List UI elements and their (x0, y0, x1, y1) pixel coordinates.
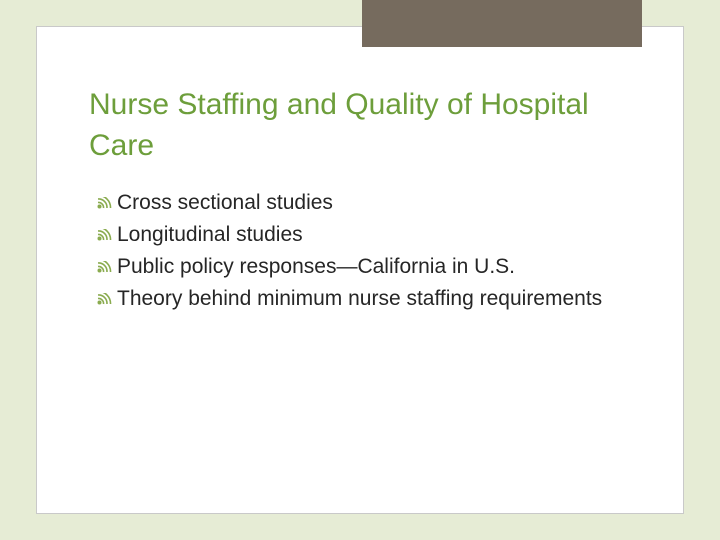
top-accent-bar (362, 0, 642, 47)
bullet-item (92, 283, 652, 315)
bullet-item (92, 219, 652, 251)
wifi-bullet-icon (97, 197, 113, 209)
bullet-text: Theory behind minimum nurse staffing requirements (117, 287, 603, 310)
slide-title: Nurse Staffing and Quality of Hospital Care (89, 88, 589, 162)
bullet-list (92, 187, 652, 315)
bullet-item (92, 251, 652, 283)
bullet-text: Cross sectional studies (117, 191, 333, 214)
wifi-bullet-icon (97, 261, 113, 273)
bullet-text: Public policy responses—California in U.S. (117, 255, 516, 278)
bullet-text: Longitudinal studies (117, 223, 303, 246)
bullet-item (92, 187, 652, 219)
wifi-bullet-icon (97, 229, 113, 241)
wifi-bullet-icon (97, 293, 113, 305)
